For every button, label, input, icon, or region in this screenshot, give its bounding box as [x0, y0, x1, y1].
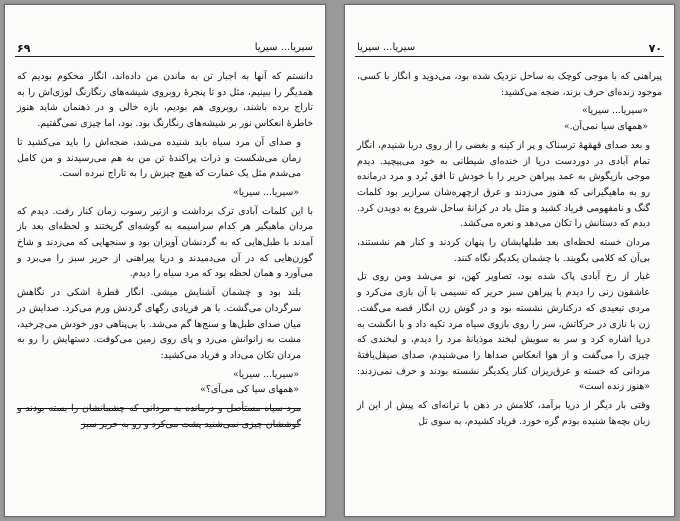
quote-line: «همهای سیا نمی‌آن.»: [563, 121, 648, 133]
paragraph: مردان خسته لحظه‌ای بعد طبلهایشان را پنهان کردند و کنار هم نشستند، بی‌آن که کلامی بگویند. با چشمان یکدیگر نگاه کنند.: [357, 237, 650, 264]
running-title: سیریا... سیریا: [357, 42, 416, 53]
page-header: [355, 42, 664, 57]
paragraph: دانستم که آنها به اجبار تن به ماندن من داده‌اند، انگار محکوم بودیم که همدیگر را ببینیم، مثل دو تا پنجرهٔ روبروی شیشه‌های رنگارنگ لوزی‌اش را به تاراج برده باشند، روبروی هم بودیم، بازه خالی و در ذهنمان شاید هنوز خاطرهٔ انعکاس نور بر شیشه‌های رنگارنگ بود. بود، اما چیزی نمی‌گفتیم.: [17, 71, 313, 130]
quote-line: «سیریا... سیریا»: [232, 186, 299, 198]
quote-line: «همهای سیا کی می‌آی؟»: [200, 384, 299, 396]
right-book-page: [344, 4, 675, 517]
running-title: سیریا... سیریا: [254, 42, 313, 53]
paragraph: وقتی بار دیگر از دریا برآمد، کلامش در ذهن با ترانه‌ای که پیش از این از زبان بچه‌ها شنیده بودم گره خورد. فریاد کشیدم، به سوی تل: [357, 400, 650, 427]
paragraph: و بعد صدای قهقههٔ ترسناک و پر از کینه و بغضی را از روی دریا شنیدم، انگار تمام آبادی در دوردست دریا از خنده‌ای شیطانی به خود می‌پیچید. دیدم موجی بازیگوش به عمد پیراهن حریر را با خودش تا افق بُرد و مرد درمانده رو به ماهیگیرانی که هنوز می‌زدند و عرق ازچهره‌شان سرازیر بود کلمات گنگ و نامفهومی فریاد کشید و مثل باد در کرانهٔ ساحل شروع به دویدن کرد. دیدم که دستانش را تکان می‌دهد و نعره می‌کشد.: [357, 139, 650, 230]
paragraph: و صدای آن مرد سیاه باید شنیده می‌شد، ضجه‌اش را باید می‌کشید تا زمان می‌شکست و ذرات پراکندهٔ تن من به هم می‌رسیدند و من کامل می‌شدم مثل یک عمارت که هیچ چیزش را به تاراج نبرده است.: [17, 136, 301, 180]
paragraph: با این کلمات آبادی ترک برداشت و ازتیر رسوب زمان کنار رفت. دیدم که مردان ماهیگیر هر کدام سراسیمه به گوشه‌ای گریختند و لحظه‌ای بعد باز آمدند با طبل‌هایی که به گردنشان آویزان بود و سنجهایی که می‌زدند و شاخ گوزن‌هایی که در آن می‌دمیدند و دریا پیراهنی از حریر سبز را می‌برد و می‌آورد و همان لحظه بود که مرد سیاه را دیدم.: [17, 205, 313, 280]
page-header: [15, 42, 315, 57]
page-body: [17, 69, 313, 432]
left-book-page: [4, 4, 326, 517]
quote-line: «سیریا... سیریا»: [232, 368, 299, 380]
paragraph: بلند بود و چشمان آشنایش میشی. انگار قطرهٔ اشکی در نگاهش سرگردان می‌گشت. با هر فریادی رگهای گردنش ورم می‌کرد. صدایش در میان صدای طبل‌ها و سنج‌ها گم می‌شد. با بی‌پناهی دور خودش می‌چرخید، مشت به زانوانش می‌زد و پای روی زمین می‌کوفت. دستهایش را رو به مردان تکان می‌داد و فریاد می‌کشید:: [17, 287, 301, 361]
quote-line: «سیریا... سیریا»: [581, 105, 648, 117]
paragraph: مرد سیاه مستأصل و درمانده به مردانی که چشمانشان را بسته بودند و گوششان چیزی نمی‌شنید پشت می‌کرد و رو به حریر سبز: [17, 403, 301, 430]
paragraph: غبار از رخ آبادی پاک شده بود، تصاویر کهن، نو می‌شد ومن روی تل عاشقون زنی را دیدم با پیراهن سبز حریر که نسیمی با آن بازی می‌کرد و مردی تبعیدی که درکنارش نشسته بود و در گوش زن انگار قصه می‌گفت. زن با نازی در حرکاتش، سر را روی بازوی سیاه مرد تکیه داد و با انگشت به دریا اشاره کرد و سر به سویش لبخند موذیانهٔ مرد را دیدم، و لبخندی که چیزی را می‌گفت و از هوا انعکاس صداها را می‌شنیدم، صدای صیقل‌یافتهٔ مردانی که خسته و عرق‌ریزان کنار یکدیگر نشسته بودند و حرف نمی‌زدند: «هنوز زنده است»: [357, 271, 650, 393]
page-body: [357, 69, 662, 429]
paragraph: پیراهنی که با موجی کوچک به ساحل نزدیک شده بود، می‌دوید و انگار با کسی، موجود زنده‌ای حرف بزند، ضجه می‌کشید:: [357, 71, 662, 98]
page-number: ۶۹: [17, 42, 31, 55]
page-number: ۷۰: [648, 42, 662, 55]
